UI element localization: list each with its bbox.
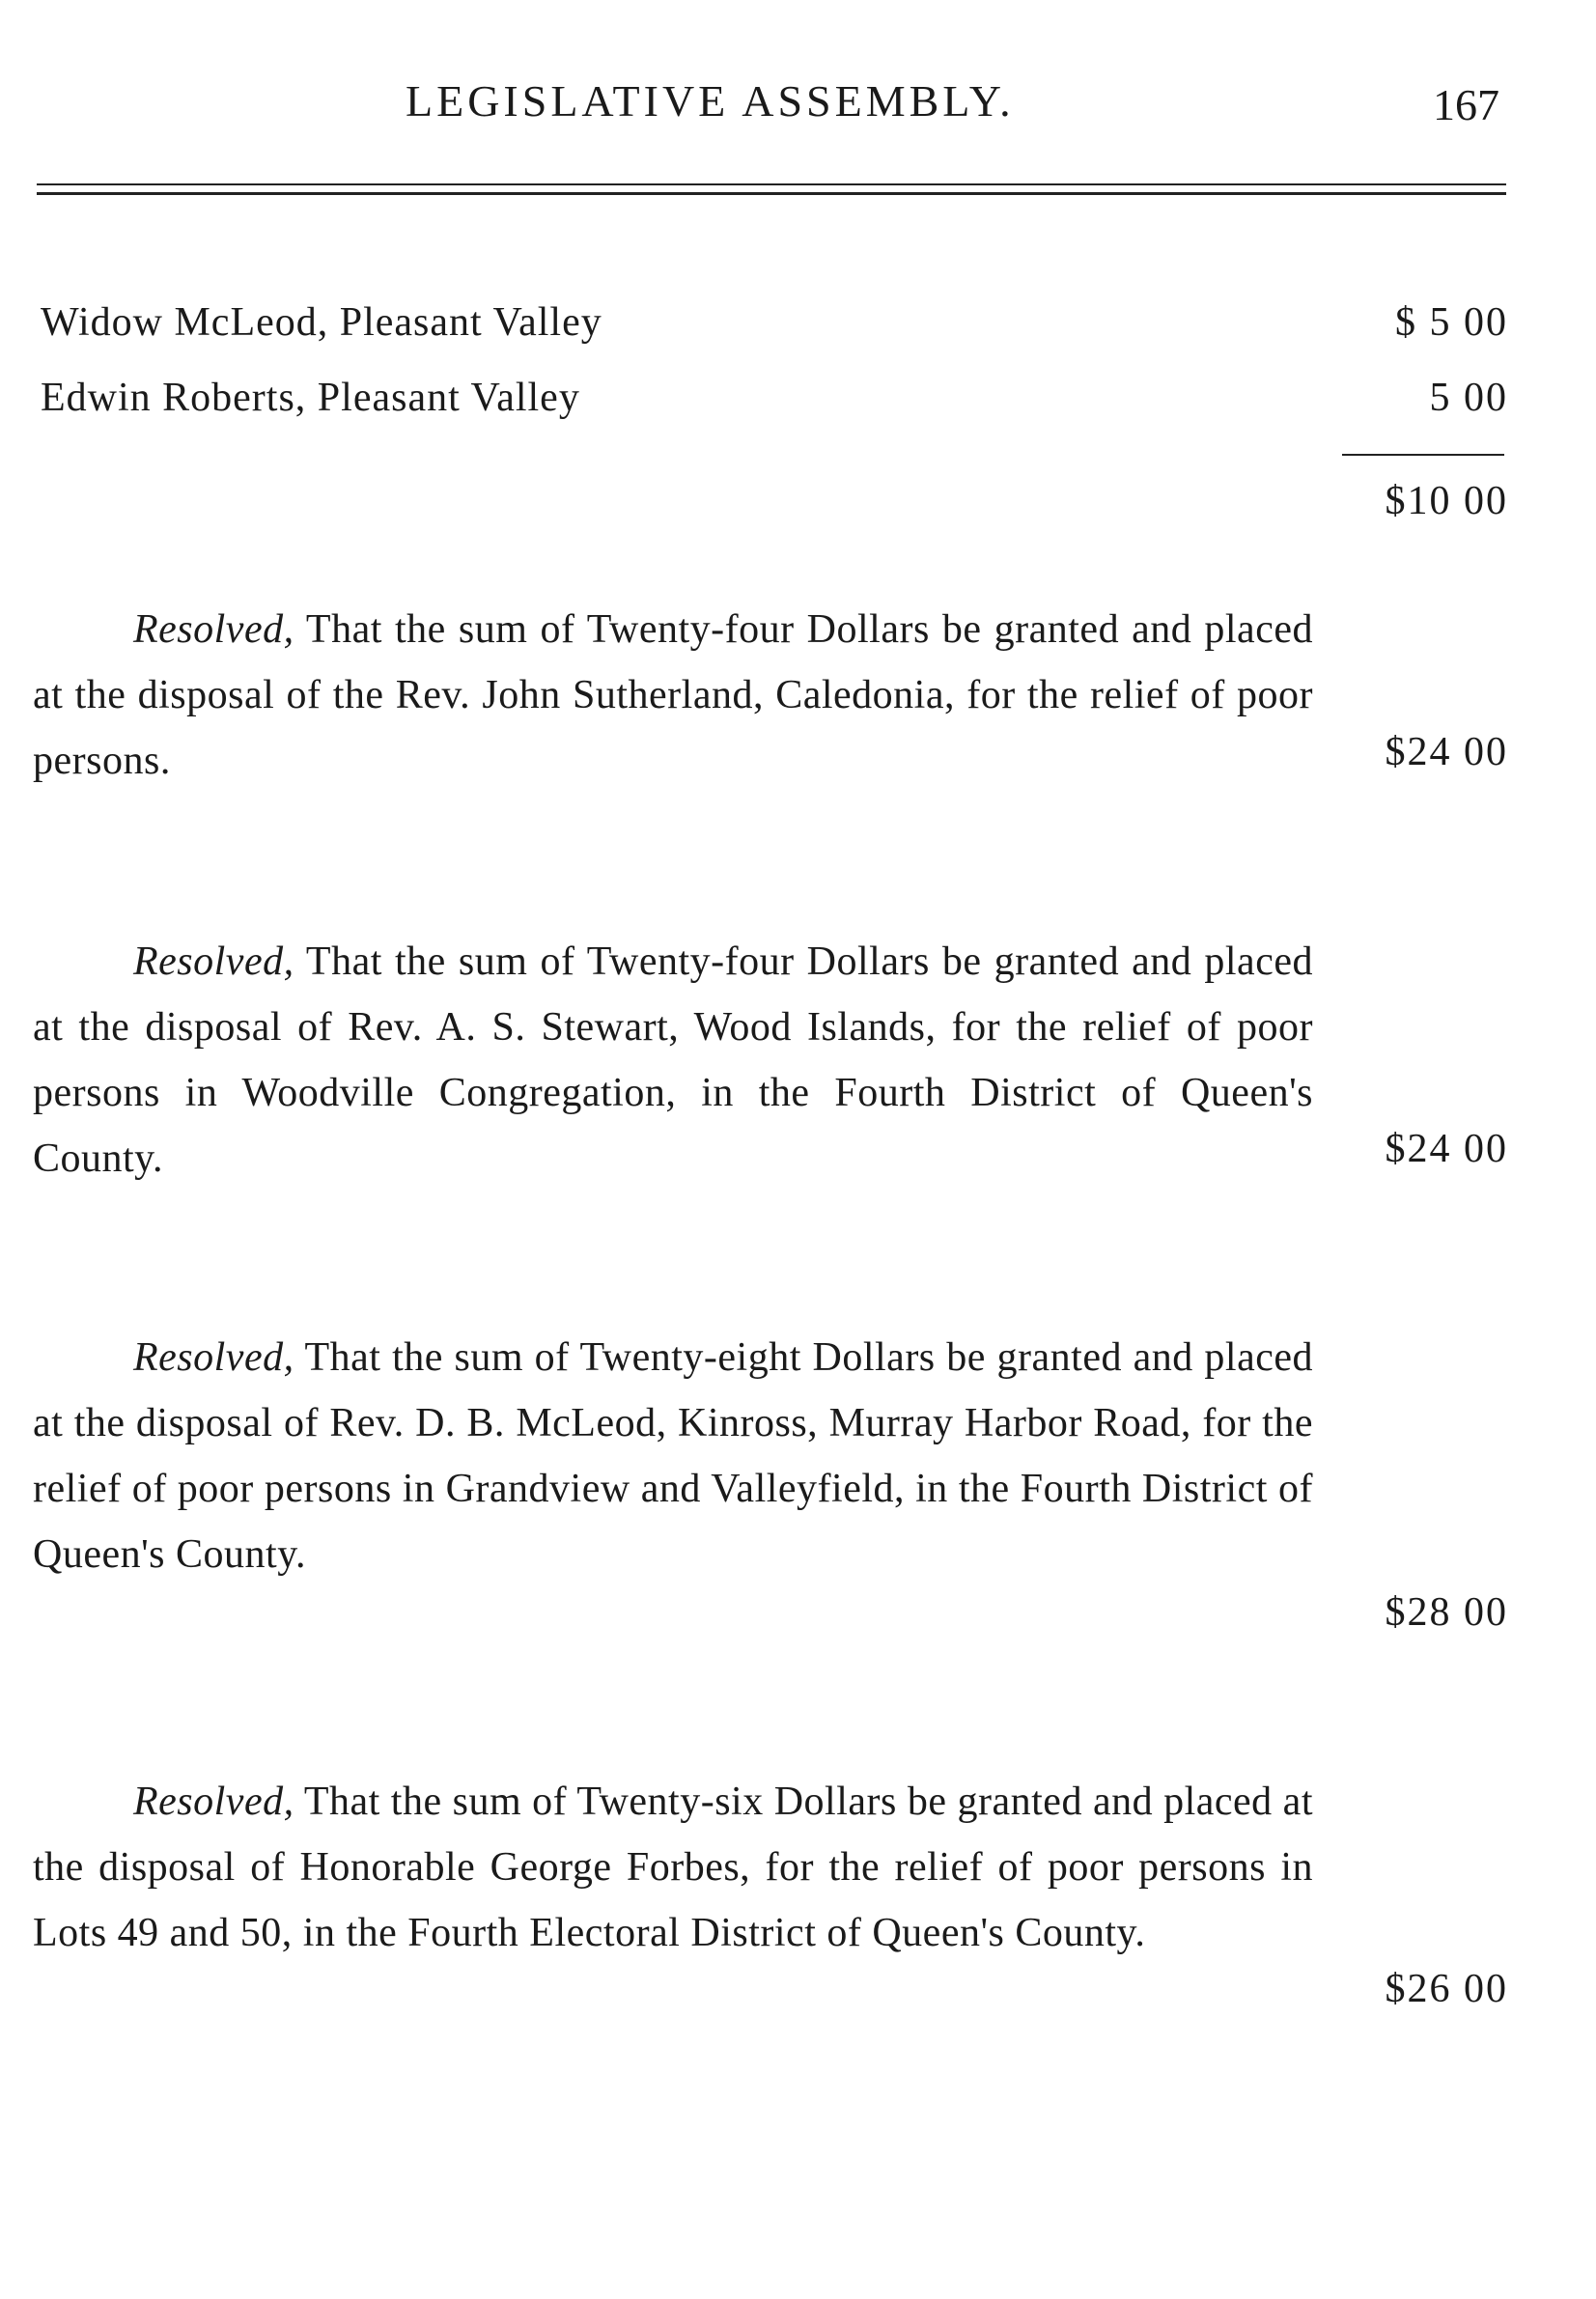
list-item-name: Edwin Roberts, Pleasant Valley — [41, 376, 580, 420]
resolution-text: That the sum of Twenty-four Dollars be granted and placed at the disposal of the Rev. John Sutherland, Caledonia, for the relief of poor persons. — [33, 607, 1313, 783]
resolution-amount: $24 00 — [1385, 730, 1508, 774]
page-number: 167 — [1433, 80, 1499, 129]
resolution-amount: $26 00 — [1385, 1967, 1508, 2011]
list-item-amount: 5 00 — [1429, 376, 1508, 420]
resolution-amount: $24 00 — [1385, 1127, 1508, 1171]
resolution-paragraph — [33, 1325, 1313, 1587]
resolution-lead: Resolved, — [133, 607, 294, 652]
header-rule-bottom — [37, 192, 1506, 195]
resolution-amount-row — [41, 1126, 1508, 1184]
list-item-name: Widow McLeod, Pleasant Valley — [41, 300, 602, 345]
resolution-lead: Resolved, — [133, 939, 294, 984]
resolution-amount-row — [41, 1589, 1508, 1647]
page-title: LEGISLATIVE ASSEMBLY. — [406, 76, 1015, 126]
subtotal-rule — [1342, 454, 1504, 456]
resolution-lead: Resolved, — [133, 1780, 294, 1824]
resolution-text: That the sum of Twenty-four Dollars be granted and placed at the disposal of Rev. A. S. Stewart, Wood Islands, for the relief of poor persons in Woodville Congregation, in the Fourth District of Queen's County. — [33, 939, 1313, 1181]
resolution-amount-row — [41, 1966, 1508, 2024]
resolution-amount-row — [41, 729, 1508, 787]
list-item-amount: $ 5 00 — [1395, 300, 1508, 345]
total-row — [41, 478, 1508, 536]
resolution-paragraph — [33, 1769, 1313, 1966]
header-rule-top — [37, 183, 1506, 185]
resolution-lead: Resolved, — [133, 1335, 294, 1380]
list-item — [41, 299, 1508, 357]
total-amount: $10 00 — [1385, 479, 1508, 523]
resolution-amount: $28 00 — [1385, 1590, 1508, 1635]
resolution-text: That the sum of Twenty-eight Dollars be granted and placed at the disposal of Rev. D. B. McLeod, Kinross, Murray Harbor Road, for the relief of poor persons in Grandview and Valleyfield, in the Fourth District of Queen's County. — [33, 1335, 1313, 1577]
resolution-text: That the sum of Twenty-six Dollars be granted and placed at the disposal of Honorable George Forbes, for the relief of poor persons in Lots 49 and 50, in the Fourth Electoral District of Queen's County. — [33, 1780, 1313, 1955]
running-head — [0, 75, 1596, 133]
list-item — [41, 375, 1508, 433]
